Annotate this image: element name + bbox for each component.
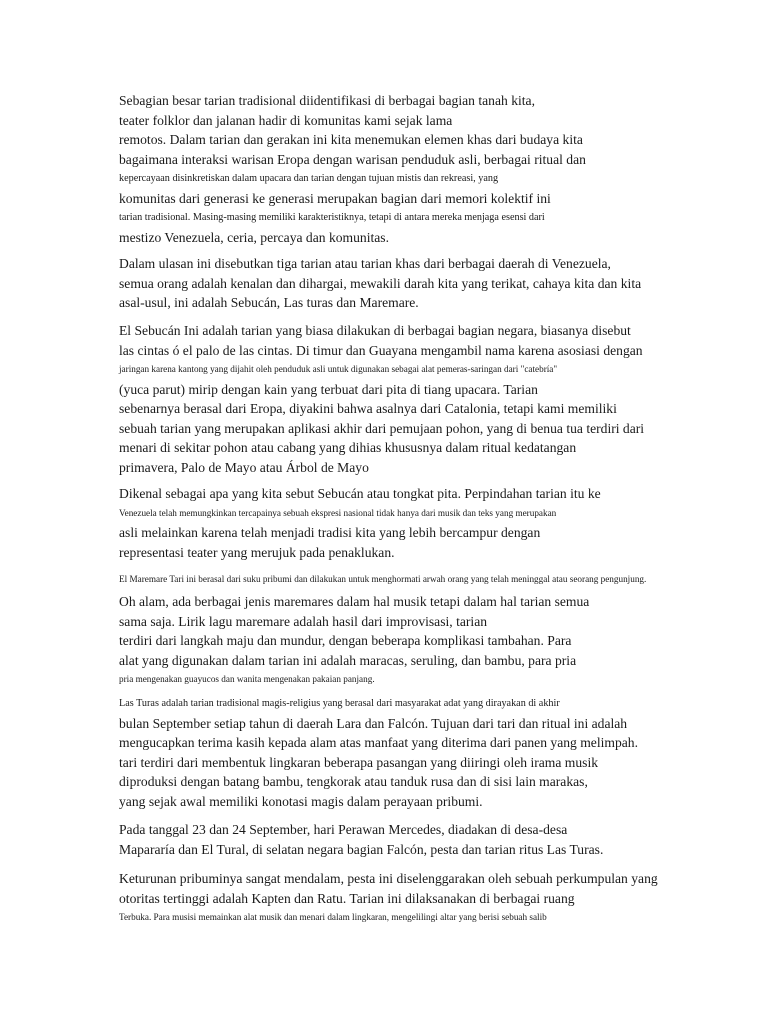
- text-line: Las Turas adalah tarian tradisional magis-religius yang berasal dari masyarakat adat yang dirayakan di akhir: [119, 698, 560, 709]
- text-line: jaringan karena kantong yang dijahit oleh penduduk asli untuk digunakan sebagai alat pemeras-saringan dari "catebría": [119, 364, 558, 374]
- paragraph-festival-date: [119, 820, 719, 859]
- paragraph-overview: [119, 254, 719, 313]
- text-line: asal-usul, ini adalah Sebucán, Las turas dan Maremare.: [119, 295, 419, 310]
- text-line: bulan September setiap tahun di daerah Lara dan Falcón. Tujuan dari tari dan ritual ini adalah: [119, 715, 628, 731]
- paragraph-festival-organisation: [119, 869, 719, 928]
- text-line: sama saja. Lirik lagu maremare adalah hasil dari improvisasi, tarian: [119, 613, 488, 629]
- text-line: El Maremare Tari ini berasal dari suku pribumi dan dilakukan untuk menghormati arwah orang yang telah meninggal atau seorang pengunjung.: [119, 574, 647, 584]
- text-line: remotos. Dalam tarian dan gerakan ini kita menemukan elemen khas dari budaya kita: [119, 132, 583, 147]
- text-line: Dikenal sebagai apa yang kita sebut Sebucán atau tongkat pita. Perpindahan tarian itu ke: [119, 486, 601, 501]
- text-line: primavera, Palo de Mayo atau Árbol de Mayo: [119, 459, 369, 475]
- text-line: diproduksi dengan batang bambu, tengkorak atau tanduk rusa dan di sisi lain marakas,: [119, 774, 588, 789]
- text-line: bagaimana interaksi warisan Eropa dengan warisan penduduk asli, berbagai ritual dan: [119, 151, 586, 167]
- text-line: terdiri dari langkah maju dan mundur, dengan beberapa komplikasi tambahan. Para: [119, 633, 572, 648]
- text-line: tarian tradisional. Masing-masing memiliki karakteristiknya, tetapi di antara mereka menjaga esensi dari: [119, 212, 545, 223]
- text-line: komunitas dari generasi ke generasi merupakan bagian dari memori kolektif ini: [119, 190, 551, 206]
- text-line: (yuca parut) mirip dengan kain yang terbuat dari pita di tiang upacara. Tarian: [119, 381, 538, 397]
- text-line: El Sebucán Ini adalah tarian yang biasa dilakukan di berbagai bagian negara, biasanya disebut: [119, 323, 631, 338]
- text-line: pria mengenakan guayucos dan wanita mengenakan pakaian panjang.: [119, 674, 375, 684]
- text-line: yang sejak awal memiliki konotasi magis dalam perayaan pribumi.: [119, 793, 483, 809]
- text-line: Terbuka. Para musisi memainkan alat musik dan menari dalam lingkaran, mengelilingi altar yang berisi sebuah salib: [119, 912, 547, 922]
- text-line: otoritas tertinggi adalah Kapten dan Ratu. Tarian ini dilaksanakan di berbagai ruang: [119, 890, 575, 906]
- text-line: asli melainkan karena telah menjadi tradisi kita yang lebih bercampur dengan: [119, 525, 541, 540]
- text-line: Keturunan pribuminya sangat mendalam, pesta ini diselenggarakan oleh sebuah perkumpulan yang: [119, 871, 658, 886]
- text-line: las cintas ó el palo de las cintas. Di timur dan Guayana mengambil nama karena asosiasi dengan: [119, 342, 643, 358]
- paragraph-maremare: [119, 592, 719, 690]
- text-line: Venezuela telah memungkinkan tercapainya sebuah ekspresi nasional tidak hanya dari musik dan teks yang merupakan: [119, 507, 557, 518]
- text-line: Oh alam, ada berbagai jenis maremares dalam hal musik tetapi dalam hal tarian semua: [119, 594, 590, 609]
- text-line: Sebagian besar tarian tradisional diidentifikasi di berbagai bagian tanah kita,: [119, 93, 535, 108]
- text-line: semua orang adalah kenalan dan dihargai, mewakili darah kita yang terikat, cahaya kita dan kita: [119, 275, 642, 291]
- text-line: tari terdiri dari membentuk lingkaran beberapa pasangan yang diiringi oleh irama musik: [119, 754, 599, 770]
- paragraph-sebucan: [119, 321, 719, 477]
- text-line: alat yang digunakan dalam tarian ini adalah maracas, seruling, dan bambu, para pria: [119, 652, 577, 668]
- text-line: sebuah tarian yang merupakan aplikasi akhir dari pemujaan pohon, yang di benua tua terdiri dari: [119, 420, 645, 436]
- text-line: mengucapkan terima kasih kepada alam atas manfaat yang diterima dari panen yang melimpah.: [119, 735, 638, 750]
- text-line: teater folklor dan jalanan hadir di komunitas kami sejak lama: [119, 112, 453, 128]
- paragraph-intro: [119, 91, 719, 247]
- text-line: mestizo Venezuela, ceria, percaya dan komunitas.: [119, 229, 389, 245]
- paragraph-maremare-intro: [119, 570, 719, 590]
- text-line: Pada tanggal 23 dan 24 September, hari Perawan Mercedes, diadakan di desa-desa: [119, 822, 568, 837]
- text-line: sebenarnya berasal dari Eropa, diyakini bahwa asalnya dari Catalonia, tetapi kami memiliki: [119, 401, 617, 416]
- text-line: menari di sekitar pohon atau cabang yang dihias khususnya dalam ritual kedatangan: [119, 440, 577, 455]
- text-line: Mapararía dan El Tural, di selatan negara bagian Falcón, pesta dan tarian ritus Las Turas.: [119, 841, 604, 857]
- text-line: kepercayaan disinkretiskan dalam upacara dan tarian dengan tujuan mistis dan rekreasi, yang: [119, 173, 499, 184]
- paragraph-las-turas: [119, 694, 719, 811]
- text-line: representasi teater yang merujuk pada penaklukan.: [119, 544, 395, 560]
- paragraph-sebucan-2: [119, 484, 719, 562]
- text-line: Dalam ulasan ini disebutkan tiga tarian atau tarian khas dari berbagai daerah di Venezuela,: [119, 256, 611, 271]
